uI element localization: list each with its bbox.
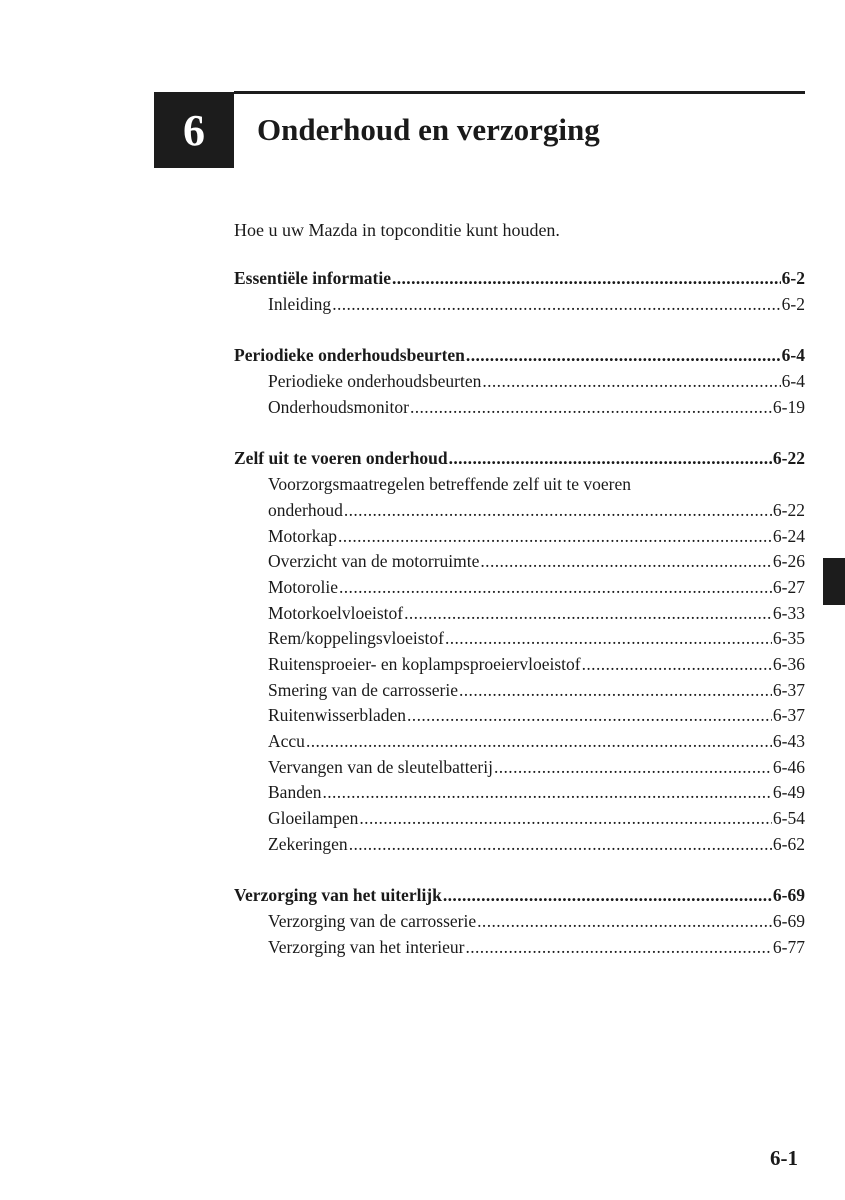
toc-entry-title: Vervangen van de sleutelbatterij: [268, 756, 493, 777]
toc-page-number: 6-24: [772, 525, 805, 546]
toc-entry-title: Motorkap: [268, 525, 338, 546]
toc-page-number: 6-37: [772, 679, 805, 700]
toc-entry[interactable]: [234, 729, 805, 755]
dot-leader: [445, 626, 772, 652]
dot-leader: [339, 575, 772, 601]
toc-entry-title: Overzicht van de motorruimte: [268, 551, 480, 572]
toc-page-number: 6-22: [772, 499, 805, 520]
toc-entry-title: Ruitensproeier- en koplampsproeiervloeistof: [268, 653, 581, 674]
toc-page-number: 6-22: [772, 448, 805, 469]
toc-entry[interactable]: [234, 909, 805, 935]
dot-leader: [306, 729, 772, 755]
toc-entry[interactable]: [234, 601, 805, 627]
toc-section: [234, 883, 805, 960]
chapter-title: Onderhoud en verzorging: [257, 112, 600, 147]
toc-page-number: 6-62: [772, 833, 805, 854]
toc-page-number: 6-35: [772, 628, 805, 649]
toc-entry-title: Zekeringen: [268, 833, 348, 854]
toc-page-number: 6-77: [772, 936, 805, 957]
toc-entry[interactable]: [234, 549, 805, 575]
toc-entry-title: Onderhoudsmonitor: [268, 396, 409, 417]
toc-entry[interactable]: [234, 395, 805, 421]
toc-entry[interactable]: [234, 369, 805, 395]
toc-page-number: 6-27: [772, 576, 805, 597]
toc-page-number: 6-26: [772, 551, 805, 572]
table-of-contents: [234, 266, 805, 961]
toc-page-number: 6-2: [781, 268, 805, 288]
chapter-intro: Hoe u uw Mazda in topconditie kunt houden.: [234, 220, 560, 240]
toc-section: [234, 446, 805, 857]
dot-leader: [332, 292, 780, 318]
toc-section: [234, 266, 805, 317]
dot-leader: [407, 703, 772, 729]
toc-entry-title: Periodieke onderhoudsbeurten: [268, 371, 482, 392]
toc-entry[interactable]: [234, 524, 805, 550]
toc-entry[interactable]: [234, 935, 805, 961]
toc-entry-title: Inleiding: [268, 293, 332, 314]
toc-entry-title: Verzorging van de carrosserie: [268, 911, 477, 932]
toc-page-number: 6-46: [772, 756, 805, 777]
toc-page-number: 6-54: [772, 808, 805, 829]
toc-entry[interactable]: [234, 806, 805, 832]
toc-section-heading[interactable]: [234, 266, 805, 292]
chapter-thumb-tab: [823, 558, 845, 605]
toc-entry[interactable]: [234, 678, 805, 704]
toc-entry[interactable]: [234, 755, 805, 781]
toc-page-number: 6-2: [781, 293, 805, 314]
toc-entry[interactable]: [234, 292, 805, 318]
toc-entry-title: Smering van de carrosserie: [268, 679, 458, 700]
dot-leader: [480, 549, 772, 575]
toc-section-title: Essentiële informatie: [234, 268, 391, 288]
dot-leader: [344, 498, 772, 524]
toc-page-number: 6-49: [772, 782, 805, 803]
toc-page-number: 6-4: [781, 371, 805, 392]
dot-leader: [482, 369, 780, 395]
toc-page-number: 6-33: [772, 602, 805, 623]
chapter-number: 6: [183, 105, 205, 155]
chapter-header-rule: [234, 91, 805, 94]
toc-entry-title: Motorolie: [268, 576, 338, 597]
dot-leader: [349, 832, 772, 858]
toc-page-number: 6-36: [772, 653, 805, 674]
toc-entry[interactable]: [234, 703, 805, 729]
dot-leader: [477, 909, 772, 935]
toc-entry-title: Verzorging van het interieur: [268, 936, 465, 957]
toc-entry[interactable]: [234, 498, 805, 524]
dot-leader: [494, 755, 772, 781]
toc-entry[interactable]: [234, 832, 805, 858]
dot-leader: [392, 266, 781, 292]
toc-page-number: 6-43: [772, 731, 805, 751]
toc-entry-title: Banden: [268, 782, 322, 803]
dot-leader: [582, 652, 772, 678]
toc-entry-title: Motorkoelvloeistof: [268, 602, 404, 623]
dot-leader: [410, 395, 772, 421]
chapter-number-box: [154, 92, 234, 168]
toc-entry[interactable]: [234, 575, 805, 601]
toc-section-heading[interactable]: [234, 343, 805, 369]
toc-entry-title: Gloeilampen: [268, 808, 359, 829]
toc-section-heading[interactable]: [234, 883, 805, 909]
dot-leader: [338, 524, 772, 550]
toc-entry[interactable]: [234, 626, 805, 652]
toc-page-number: 6-19: [772, 396, 805, 417]
toc-page-number: 6-69: [772, 911, 805, 932]
toc-entry-title: Ruitenwisserbladen: [268, 705, 407, 726]
dot-leader: [449, 446, 772, 472]
toc-entry[interactable]: [234, 780, 805, 806]
toc-entry-title-line1[interactable]: Voorzorgsmaatregelen betreffende zelf uit te voeren: [268, 474, 631, 495]
toc-entry-title: Accu: [268, 731, 305, 751]
dot-leader: [443, 883, 772, 909]
dot-leader: [359, 806, 772, 832]
toc-section-title: Zelf uit te voeren onderhoud: [234, 448, 448, 469]
toc-page-number: 6-4: [781, 345, 805, 366]
dot-leader: [466, 343, 781, 369]
page-number: 6-1: [770, 1146, 798, 1170]
toc-section-title: Periodieke onderhoudsbeurten: [234, 345, 465, 366]
toc-section-heading[interactable]: [234, 446, 805, 472]
dot-leader: [459, 678, 772, 704]
toc-entry[interactable]: [234, 652, 805, 678]
dot-leader: [465, 935, 771, 961]
toc-section: [234, 343, 805, 420]
toc-entry-title: Rem/koppelingsvloeistof: [268, 628, 444, 649]
dot-leader: [322, 780, 771, 806]
toc-page-number: 6-37: [772, 705, 805, 726]
toc-page-number: 6-69: [772, 885, 805, 906]
toc-section-title: Verzorging van het uiterlijk: [234, 885, 442, 906]
dot-leader: [404, 601, 772, 627]
toc-entry-title: onderhoud: [268, 499, 343, 520]
